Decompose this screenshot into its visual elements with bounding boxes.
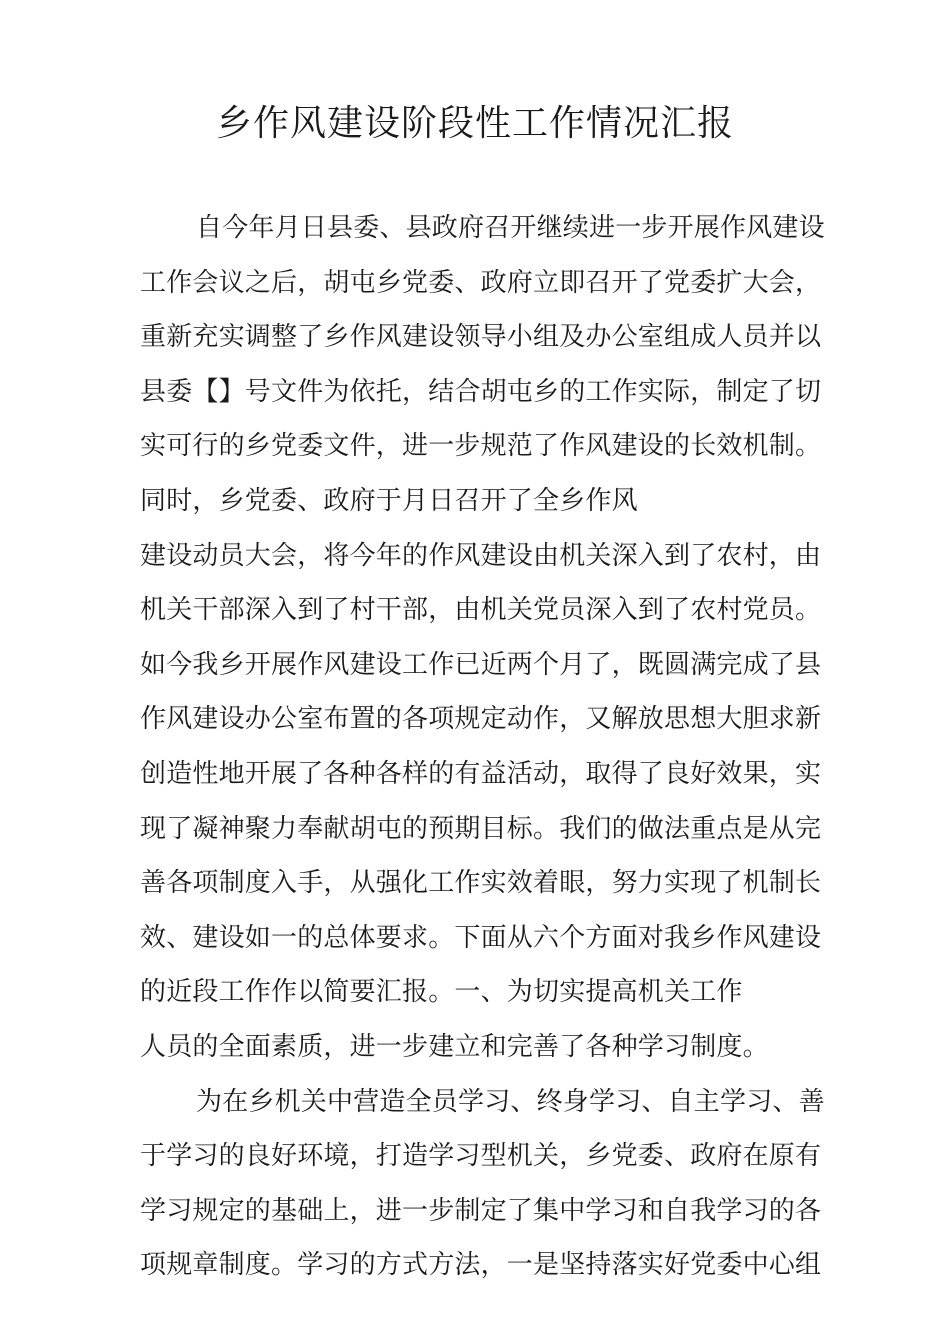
body-line: 实可行的乡党委文件，进一步规范了作风建设的长效机制。 [140, 431, 822, 462]
body-line: 同时，乡党委、政府于月日召开了全乡作风 [140, 485, 638, 516]
body-line: 县委【】号文件为依托，结合胡屯乡的工作实际，制定了切 [140, 376, 822, 407]
body-line: 作风建设办公室布置的各项规定动作，又解放思想大胆求新 [140, 704, 822, 735]
body-line: 项规章制度。学习的方式方法，一是坚持落实好党委中心组 [140, 1250, 822, 1281]
body-line: 于学习的良好环境，打造学习型机关，乡党委、政府在原有 [140, 1141, 822, 1172]
body-line: 工作会议之后，胡屯乡党委、政府立即召开了党委扩大会， [140, 267, 822, 298]
body-line: 学习规定的基础上，进一步制定了集中学习和自我学习的各 [140, 1195, 822, 1226]
body-line: 人员的全面素质，进一步建立和完善了各种学习制度。 [140, 1031, 769, 1062]
body-line: 善各项制度入手，从强化工作实效着眼，努力实现了机制长 [140, 868, 822, 899]
body-line: 自今年月日县委、县政府召开继续进一步开展作风建设 [196, 213, 825, 243]
body-line: 如今我乡开展作风建设工作已近两个月了，既圆满完成了县 [140, 649, 822, 680]
document-title: 乡作风建设阶段性工作情况汇报 [215, 103, 734, 144]
body-line: 为在乡机关中营造全员学习、终身学习、自主学习、善 [196, 1086, 825, 1117]
body-line: 建设动员大会，将今年的作风建设由机关深入到了农村，由 [140, 540, 822, 571]
body-line: 重新充实调整了乡作风建设领导小组及办公室组成人员并以 [140, 322, 822, 353]
body-line: 现了凝神聚力奉献胡屯的预期目标。我们的做法重点是从完 [140, 813, 822, 844]
body-line: 机关干部深入到了村干部，由机关党员深入到了农村党员。 [140, 595, 822, 626]
body-line: 效、建设如一的总体要求。下面从六个方面对我乡作风建设 [140, 922, 822, 953]
body-line: 创造性地开展了各种各样的有益活动，取得了良好效果，实 [140, 758, 822, 789]
document-body [140, 208, 830, 1300]
body-line: 的近段工作作以简要汇报。一、为切实提高机关工作 [140, 977, 743, 1008]
